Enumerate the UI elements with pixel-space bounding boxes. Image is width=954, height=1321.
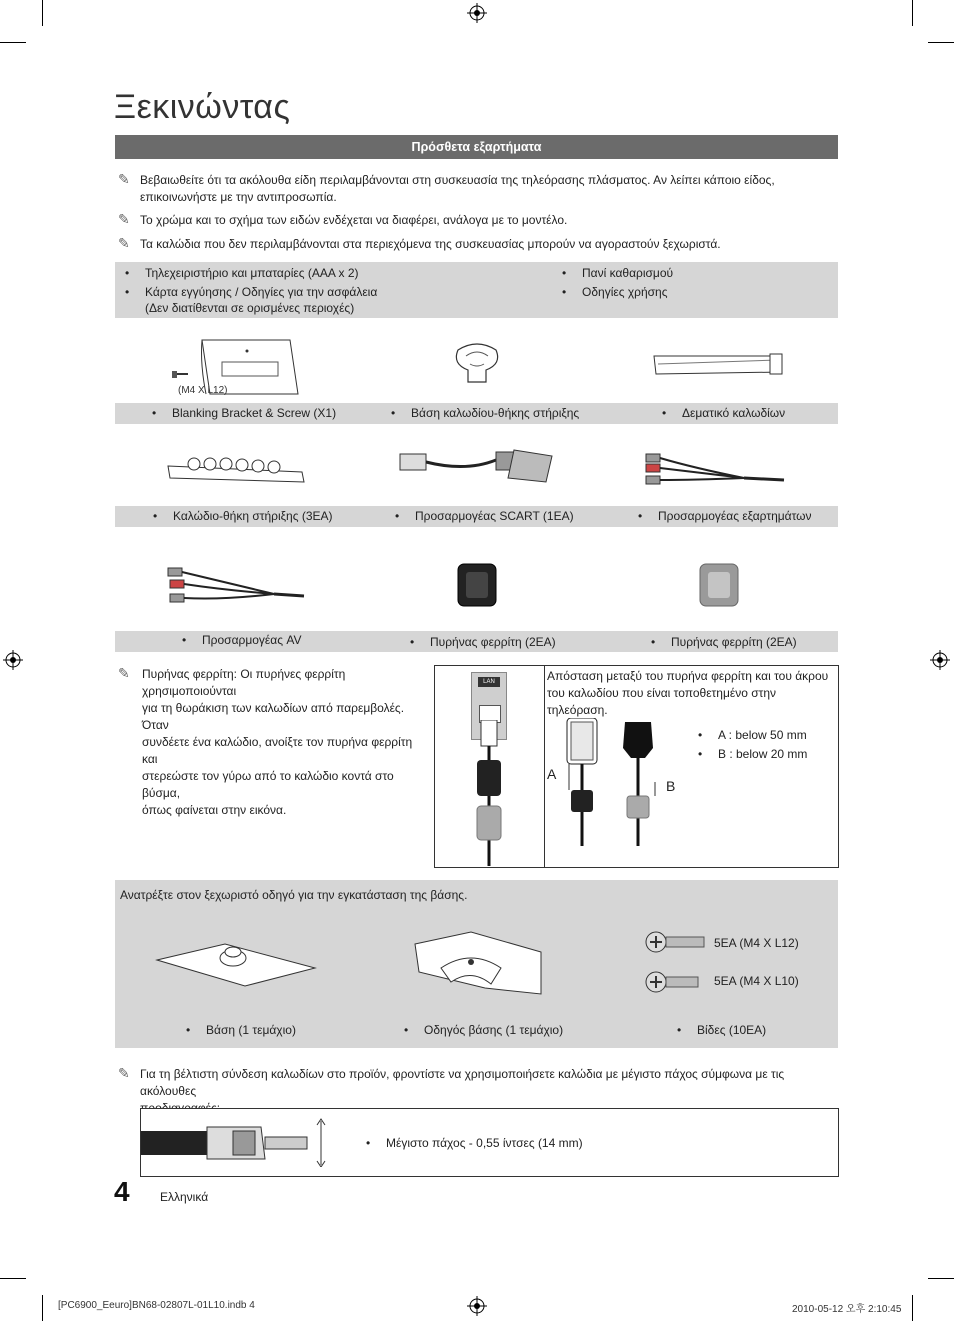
screw-b-label: 5EA (M4 X L10) <box>714 974 799 988</box>
lan-label: LAN <box>478 677 500 687</box>
screw-m4-l12-illustration <box>645 930 707 954</box>
label-b: B <box>666 778 676 794</box>
ferrite-core-gray-illustration <box>696 560 742 610</box>
note-text: Τα καλώδια που δεν περιλαμβάνονται στα περιεχόμενα της συσκευασίας μπορούν να αγοραστούν ξεχωριστά. <box>140 237 721 251</box>
note-text: Βεβαιωθείτε ότι τα ακόλουθα είδη περιλαμβάνονται στη συσκευασία της τηλεόρασης πλάσματος. Αν λείπει κάποιο είδος, επικοινωνήστε με την αντιπροσωπία. <box>140 173 775 204</box>
registration-mark-icon <box>930 650 950 670</box>
section-title-bar: Πρόσθετα εξαρτήματα <box>115 135 838 159</box>
pencil-note-icon: ✎ <box>118 235 130 251</box>
ferrite-note-text: Πυρήνας φερρίτη: Οι πυρήνες φερρίτη χρησιμοποιούνται για τη θωράκιση των καλωδίων από παρεμβολές. Όταν συνδέετε ένα καλώδιο, ανοίξτε τον πυρήνα φερρίτη και στερεώστε τον γύρω από το καλώδιο κοντά στο βύσμα, όπως φαίνεται στην εικόνα. <box>142 667 413 817</box>
language-label: Ελληνικά <box>160 1190 209 1204</box>
ferrite-core-black-illustration <box>454 560 500 610</box>
box-divider <box>544 666 545 867</box>
stand-guide-illustration <box>411 928 545 1000</box>
crop-mark <box>928 1278 954 1279</box>
crop-mark <box>928 42 954 43</box>
accessory-label: • Blanking Bracket & Screw (X1) <box>172 406 336 420</box>
spec-b: • B : below 20 mm <box>718 747 807 761</box>
label-a: A <box>547 766 557 782</box>
accessories-row-2-labels <box>115 506 838 527</box>
included-items-panel <box>115 262 838 318</box>
note-3 <box>118 236 836 253</box>
cable-spec-box <box>140 1108 839 1177</box>
accessory-label: • Δεματικό καλωδίων <box>682 406 785 420</box>
ferrite-note <box>118 666 430 819</box>
distance-diagram-illustration <box>553 718 676 846</box>
stand-panel <box>115 880 838 1048</box>
list-item-note: (Δεν διατίθενται σε ορισμένες περιοχές) <box>145 301 355 315</box>
screw-a-label: 5EA (M4 X L12) <box>714 936 799 950</box>
registration-mark-icon <box>467 3 487 23</box>
accessories-row-1-labels <box>115 403 838 424</box>
accessory-label: • Πυρήνας φερρίτη (2EA) <box>430 635 556 649</box>
accessory-label: • Βάση καλωδίου-θήκης στήριξης <box>411 406 579 420</box>
list-item: • Οδηγίες χρήσης <box>582 285 667 299</box>
component-adapter-illustration <box>644 448 790 490</box>
page-number: 4 <box>114 1176 130 1207</box>
page-title: Ξεκινώντας <box>114 88 291 126</box>
spec-a: • A : below 50 mm <box>718 728 807 742</box>
registration-mark-icon <box>3 650 23 670</box>
holder-wire-illustration <box>164 452 308 488</box>
list-item: • Πανί καθαρισμού <box>582 266 673 280</box>
footer-timestamp: 2010-05-12 오후 2:10:45 <box>792 1304 902 1315</box>
list-item: • Κάρτα εγγύησης / Οδηγίες για την ασφάλεια <box>145 285 377 299</box>
pencil-note-icon: ✎ <box>118 211 130 227</box>
crop-mark <box>42 1295 43 1321</box>
accessory-label: • Προσαρμογέας SCART (1EA) <box>415 509 574 523</box>
distance-text: Απόσταση μεταξύ του πυρήνα φερρίτη και του άκρου του καλωδίου που είναι τοποθετημένο στην τηλεόραση. <box>547 669 829 717</box>
accessory-label: • Καλώδιο-θήκη στήριξης (3EA) <box>173 509 333 523</box>
pencil-note-icon: ✎ <box>118 1065 130 1081</box>
note-text: Το χρώμα και το σχήμα των ειδών ενδέχεται να διαφέρει, ανάλογα με το μοντέλο. <box>140 213 568 227</box>
scart-adapter-illustration <box>396 448 554 492</box>
registration-mark-icon <box>467 1296 487 1316</box>
accessory-label: • Πυρήνας φερρίτη (2EA) <box>671 635 797 649</box>
cable-thickness-illustration <box>141 1117 331 1167</box>
cable-note-text: Για τη βέλτιστη σύνδεση καλωδίων στο προϊόν, φροντίστε να χρησιμοποιήσετε καλώδια με μέγιστο πάχος σύμφωνα με τις ακόλουθες <box>140 1067 785 1098</box>
pencil-note-icon: ✎ <box>118 665 130 681</box>
stand-item: • Βάση (1 τεμάχιο) <box>206 1023 296 1037</box>
crop-mark <box>42 0 43 26</box>
stand-item: • Βίδες (10EA) <box>697 1023 766 1037</box>
screw-size-label: (M4 X L12) <box>178 385 228 396</box>
crop-mark <box>912 1295 913 1321</box>
accessory-label: • Προσαρμογέας εξαρτημάτων <box>658 509 812 523</box>
accessory-label: • Προσαρμογέας AV <box>202 633 301 647</box>
screw-m4-l10-illustration <box>645 970 701 994</box>
stand-intro: Ανατρέξτε στον ξεχωριστό οδηγό για την εγκατάσταση της βάσης. <box>120 888 468 902</box>
crop-mark <box>0 42 26 43</box>
cable-tie-illustration <box>652 352 784 378</box>
stand-base-illustration <box>155 940 317 990</box>
crop-mark <box>0 1278 26 1279</box>
cable-spec-text: • Μέγιστο πάχος - 0,55 ίντσες (14 mm) <box>386 1136 583 1150</box>
note-2 <box>118 212 836 229</box>
footer-file-info: [PC6900_Eeuro]BN68-02807L-01L10.indb 4 <box>58 1300 255 1311</box>
stand-item: • Οδηγός βάσης (1 τεμάχιο) <box>424 1023 563 1037</box>
cable-holder-base-illustration <box>452 342 502 388</box>
lan-cable-with-ferrite-illustration <box>471 720 511 866</box>
crop-mark <box>912 0 913 26</box>
av-adapter-illustration <box>164 562 308 606</box>
accessories-row-3-labels <box>115 631 838 652</box>
note-1 <box>118 172 836 206</box>
pencil-note-icon: ✎ <box>118 171 130 187</box>
ferrite-diagram-box <box>434 665 839 868</box>
list-item: • Τηλεχειριστήριο και μπαταρίες (AAA x 2) <box>145 266 359 280</box>
